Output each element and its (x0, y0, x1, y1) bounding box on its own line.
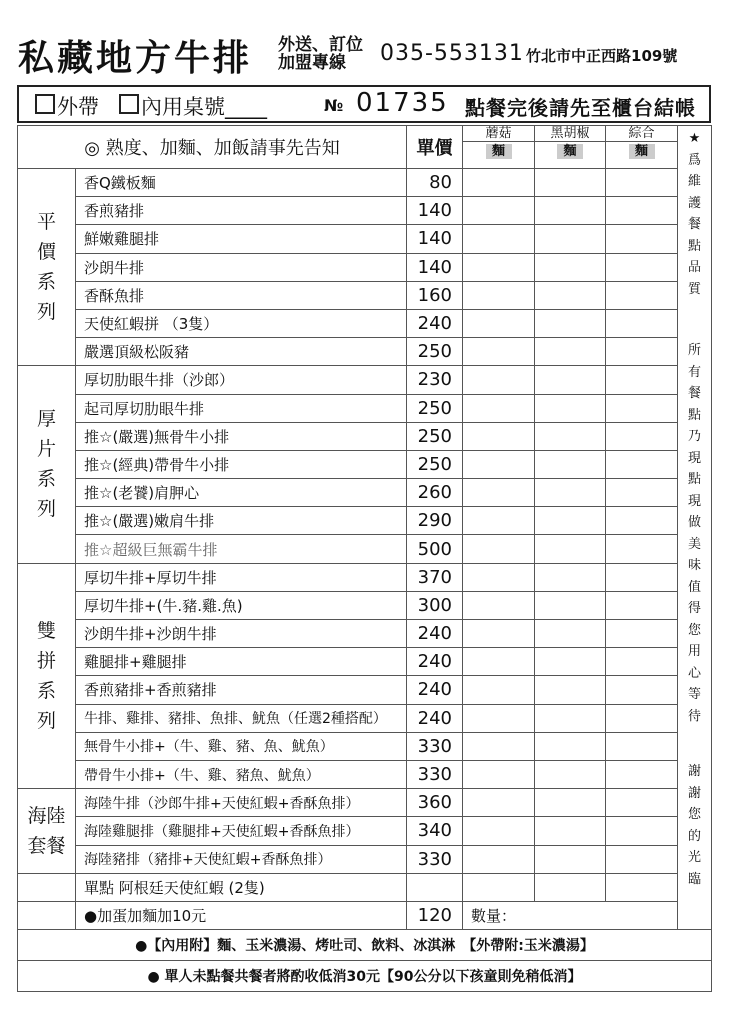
sauce-qty-cell[interactable] (606, 422, 678, 450)
item-name: 沙朗牛排 (76, 253, 407, 281)
payment-note: 點餐完後請先至櫃台結帳 (465, 96, 696, 120)
sauce-qty-cell[interactable] (606, 789, 678, 817)
sauce-qty-cell[interactable] (606, 591, 678, 619)
sauce-qty-cell[interactable] (535, 676, 606, 704)
menu-row (18, 591, 712, 619)
category-label (18, 563, 76, 789)
table-header-row (18, 126, 712, 169)
sauce-qty-cell[interactable] (535, 817, 606, 845)
sauce-qty-cell[interactable] (606, 169, 678, 197)
category-char: 系 (36, 271, 56, 294)
menu-row (18, 338, 712, 366)
item-name: 香煎豬排+香煎豬排 (76, 676, 407, 704)
sauce-qty-cell[interactable] (535, 535, 606, 563)
menu-row (18, 620, 712, 648)
category-char: 系 (36, 468, 56, 491)
sauce-qty-cell[interactable] (606, 253, 678, 281)
sauce-qty-cell[interactable] (463, 366, 535, 394)
sauce-qty-cell[interactable] (535, 591, 606, 619)
category-char: 列 (36, 498, 56, 521)
sauce-qty-cell[interactable] (463, 620, 535, 648)
side-note-char: 做 (687, 515, 701, 530)
item-name: 推☆(嚴選)嫩肩牛排 (76, 507, 407, 535)
sauce-qty-cell[interactable] (535, 732, 606, 760)
item-name: 海陸牛排（沙郎牛排+天使紅蝦+香酥魚排） (76, 789, 407, 817)
sauce-qty-cell[interactable] (535, 507, 606, 535)
item-price: 330 (407, 760, 463, 788)
sauce-qty-cell[interactable] (463, 450, 535, 478)
sauce-header (535, 126, 606, 169)
menu-row (18, 253, 712, 281)
menu-row (18, 169, 712, 197)
side-note-char: 護 (687, 195, 701, 211)
footer-row (18, 930, 712, 961)
side-note-char (678, 300, 711, 340)
side-note-char: 點 (687, 472, 701, 487)
sauce-qty-cell[interactable] (606, 873, 678, 901)
sauce-qty-cell[interactable] (606, 760, 678, 788)
item-price: 240 (407, 704, 463, 732)
category-label (18, 789, 76, 874)
category-char: 列 (36, 709, 56, 732)
sauce-name: 黑胡椒 (535, 126, 605, 142)
single-item-price (407, 873, 463, 901)
sauce-qty-cell[interactable] (463, 648, 535, 676)
item-price: 140 (407, 253, 463, 281)
phone-number: 035-553131 (380, 41, 524, 66)
order-number-label: № (324, 96, 344, 115)
sauce-qty-cell[interactable] (606, 732, 678, 760)
sauce-qty-cell[interactable] (606, 366, 678, 394)
sauce-name: 蘑菇 (463, 126, 534, 142)
sauce-qty-cell[interactable] (535, 366, 606, 394)
sauce-qty-cell[interactable] (535, 789, 606, 817)
menu-row (18, 676, 712, 704)
item-name: 牛排、雞排、豬排、魚排、魷魚（任選2種搭配） (76, 704, 407, 732)
sauce-qty-cell[interactable] (535, 281, 606, 309)
side-note-char: 待 (687, 708, 701, 724)
item-name: 推☆(嚴選)無骨牛小排 (76, 422, 407, 450)
side-note-char (678, 727, 711, 761)
menu-row (18, 394, 712, 422)
order-notice: ◎ 熟度、加麵、加飯請事先告知 (18, 126, 407, 169)
item-name: 海陸雞腿排（雞腿排+天使紅蝦+香酥魚排） (76, 817, 407, 845)
side-note-char: 您 (687, 622, 701, 638)
sauce-qty-cell[interactable] (463, 394, 535, 422)
single-item-row (18, 873, 712, 901)
footer-row (18, 961, 712, 992)
side-note-char: 現 (687, 450, 701, 466)
item-name: 海陸豬排（豬排+天使紅蝦+香酥魚排） (76, 845, 407, 873)
item-name: 雞腿排+雞腿排 (76, 648, 407, 676)
category-char: 平 (36, 211, 56, 234)
item-price: 140 (407, 197, 463, 225)
item-price: 370 (407, 563, 463, 591)
sauce-qty-cell[interactable] (463, 281, 535, 309)
sauce-qty-cell[interactable] (463, 309, 535, 337)
side-note-char: 謝 (687, 785, 701, 801)
menu-row (18, 704, 712, 732)
side-note-char: 用 (687, 644, 701, 659)
item-price: 250 (407, 450, 463, 478)
service-label (278, 36, 370, 72)
side-note-char: 等 (687, 687, 701, 702)
sauce-qty-cell[interactable] (606, 845, 678, 873)
sauce-qty-cell[interactable] (606, 225, 678, 253)
sauce-qty-cell[interactable] (606, 817, 678, 845)
sauce-qty-cell[interactable] (463, 789, 535, 817)
sauce-qty-cell[interactable] (463, 225, 535, 253)
service-line-2: 加盟專線 (278, 53, 346, 73)
side-note-char: 味 (687, 558, 701, 573)
sauce-qty-cell[interactable] (463, 479, 535, 507)
sauce-qty-cell[interactable] (535, 479, 606, 507)
sauce-qty-cell[interactable] (463, 676, 535, 704)
sauce-qty-cell[interactable] (535, 422, 606, 450)
item-price: 300 (407, 591, 463, 619)
side-note-char: 點 (687, 407, 701, 423)
sauce-qty-cell[interactable] (463, 873, 535, 901)
menu-row (18, 309, 712, 337)
side-note-char: 值 (687, 579, 701, 595)
sauce-qty-cell[interactable] (463, 422, 535, 450)
sauce-qty-cell[interactable] (463, 197, 535, 225)
category-char: 片 (36, 438, 56, 461)
sauce-header (606, 126, 678, 169)
sauce-qty-cell[interactable] (606, 338, 678, 366)
category-char: 海陸 (27, 804, 66, 827)
menu-row (18, 817, 712, 845)
menu-row (18, 281, 712, 309)
sauce-qty-cell[interactable] (535, 450, 606, 478)
sauce-qty-cell[interactable] (535, 197, 606, 225)
sauce-qty-cell[interactable] (535, 169, 606, 197)
item-price: 230 (407, 366, 463, 394)
side-note-char: 謝 (687, 764, 701, 779)
item-price: 250 (407, 394, 463, 422)
side-note-char: ★ (688, 131, 701, 146)
sauce-qty-cell[interactable] (535, 648, 606, 676)
menu-row (18, 479, 712, 507)
category-char: 厚 (36, 408, 56, 431)
minimum-charge-note: ● 單人未點餐共餐者將酌收低消30元【90公分以下孩童則免稍低消】 (18, 961, 712, 992)
item-name: 帶骨牛小排+（牛、雞、豬魚、魷魚） (76, 760, 407, 788)
menu-table (17, 125, 712, 992)
item-price: 80 (407, 169, 463, 197)
sauce-qty-cell[interactable] (606, 197, 678, 225)
sauce-qty-cell[interactable] (606, 676, 678, 704)
side-note-char: 的 (687, 828, 701, 844)
item-price: 250 (407, 422, 463, 450)
sauce-qty-cell[interactable] (606, 281, 678, 309)
add-on-price: 120 (407, 901, 463, 929)
side-note-char: 餐 (687, 217, 701, 232)
item-price: 500 (407, 535, 463, 563)
sauce-qty-cell[interactable] (535, 563, 606, 591)
side-note-char: 乃 (687, 429, 701, 444)
single-item-name: 單點 阿根廷天使紅蝦 (2隻) (76, 873, 407, 901)
menu-row (18, 535, 712, 563)
menu-row (18, 366, 712, 394)
sauce-qty-cell[interactable] (463, 563, 535, 591)
side-note (678, 126, 712, 930)
sauce-qty-cell[interactable] (535, 338, 606, 366)
item-price: 360 (407, 789, 463, 817)
sauce-qty-cell[interactable] (463, 704, 535, 732)
sauce-sub: 麵 (629, 144, 655, 159)
item-name: 厚切牛排+厚切牛排 (76, 563, 407, 591)
category-char: 系 (36, 679, 56, 702)
item-name: 推☆(經典)帶骨牛小排 (76, 450, 407, 478)
item-name: 嚴選頂級松阪豬 (76, 338, 407, 366)
side-note-char: 心 (687, 665, 701, 681)
item-price: 330 (407, 845, 463, 873)
category-label (18, 169, 76, 366)
address: 竹北市中正西路109號 (526, 47, 678, 65)
category-label (18, 366, 76, 563)
quantity-field[interactable]: 數量： (463, 901, 678, 929)
sauce-qty-cell[interactable] (535, 309, 606, 337)
category-char: 套餐 (27, 834, 66, 857)
category-char: 雙 (36, 619, 56, 642)
sauce-qty-cell[interactable] (535, 620, 606, 648)
side-note-char: 您 (687, 807, 701, 822)
sauce-header (463, 126, 535, 169)
sauce-qty-cell[interactable] (463, 845, 535, 873)
sauce-qty-cell[interactable] (535, 225, 606, 253)
side-note-char: 有 (687, 364, 701, 380)
sauce-qty-cell[interactable] (535, 394, 606, 422)
item-price: 160 (407, 281, 463, 309)
menu-row (18, 197, 712, 225)
item-price: 240 (407, 620, 463, 648)
sauce-qty-cell[interactable] (463, 817, 535, 845)
side-note-char: 所 (687, 343, 701, 358)
side-note-char: 得 (687, 601, 701, 616)
side-note-char: 維 (687, 174, 701, 189)
menu-row (18, 760, 712, 788)
sauce-qty-cell[interactable] (606, 704, 678, 732)
item-name: 天使紅蝦拼 （3隻） (76, 309, 407, 337)
item-price: 290 (407, 507, 463, 535)
sauce-qty-cell[interactable] (463, 507, 535, 535)
restaurant-name: 私藏地方牛排 (18, 38, 253, 79)
service-line-1: 外送、訂位 (278, 35, 363, 55)
item-name: 起司厚切肋眼牛排 (76, 394, 407, 422)
item-name: 香酥魚排 (76, 281, 407, 309)
sauce-qty-cell[interactable] (606, 507, 678, 535)
add-on-name: ●加蛋加麵加10元 (76, 901, 407, 929)
side-note-char: 點 (687, 238, 701, 254)
takeout-label: 外帶 (57, 95, 99, 119)
sauce-qty-cell[interactable] (463, 169, 535, 197)
sauce-qty-cell[interactable] (606, 450, 678, 478)
side-note-char: 美 (687, 536, 701, 552)
item-price: 250 (407, 338, 463, 366)
included-items-note: ●【內用附】麵、玉米濃湯、烤吐司、飲料、冰淇淋 【外帶附:玉米濃湯】 (18, 930, 712, 961)
side-note-char: 現 (687, 493, 701, 509)
sauce-sub: 麵 (557, 144, 583, 159)
sauce-qty-cell[interactable] (606, 535, 678, 563)
menu-row (18, 789, 712, 817)
sauce-qty-cell[interactable] (535, 873, 606, 901)
item-name: 沙朗牛排+沙朗牛排 (76, 620, 407, 648)
item-name: 香Q鐵板麵 (76, 169, 407, 197)
menu-row (18, 563, 712, 591)
sauce-qty-cell[interactable] (535, 253, 606, 281)
item-price: 240 (407, 648, 463, 676)
sauce-qty-cell[interactable] (606, 648, 678, 676)
sauce-qty-cell[interactable] (463, 253, 535, 281)
sauce-qty-cell[interactable] (463, 591, 535, 619)
category-char: 列 (36, 301, 56, 324)
menu-row (18, 422, 712, 450)
item-price: 330 (407, 732, 463, 760)
item-price: 240 (407, 676, 463, 704)
category-char: 價 (36, 241, 56, 264)
item-price: 340 (407, 817, 463, 845)
sauce-qty-cell[interactable] (606, 394, 678, 422)
sauce-qty-cell[interactable] (535, 760, 606, 788)
category-char: 拼 (36, 649, 56, 672)
sauce-qty-cell[interactable] (463, 535, 535, 563)
sauce-name: 綜合 (606, 126, 677, 142)
side-note-char: 餐 (687, 386, 701, 401)
empty-cell (18, 873, 76, 901)
price-header: 單價 (407, 126, 463, 169)
side-note-char: 臨 (687, 871, 701, 887)
takeout-checkbox[interactable] (35, 94, 55, 114)
sauce-qty-cell[interactable] (606, 563, 678, 591)
item-name: 無骨牛小排+（牛、雞、豬、魚、魷魚） (76, 732, 407, 760)
side-note-char: 爲 (687, 152, 701, 168)
sauce-qty-cell[interactable] (606, 479, 678, 507)
sauce-qty-cell[interactable] (463, 338, 535, 366)
item-name: 推☆超級巨無霸牛排 (76, 535, 407, 563)
item-name: 推☆(老饕)肩胛心 (76, 479, 407, 507)
sauce-qty-cell[interactable] (606, 309, 678, 337)
item-name: 鮮嫩雞腿排 (76, 225, 407, 253)
sauce-sub: 麵 (486, 144, 512, 159)
item-name: 厚切肋眼牛排（沙郎） (76, 366, 407, 394)
item-name: 香煎豬排 (76, 197, 407, 225)
dine-in-checkbox[interactable] (119, 94, 139, 114)
side-note-char: 品 (687, 260, 701, 275)
sauce-qty-cell[interactable] (535, 704, 606, 732)
order-number: 01735 (356, 88, 449, 118)
menu-row (18, 450, 712, 478)
dine-in-label: 內用桌號____ (141, 95, 267, 119)
add-on-row (18, 901, 712, 929)
sauce-qty-cell[interactable] (463, 760, 535, 788)
empty-cell (18, 901, 76, 929)
side-note-char: 質 (687, 281, 701, 297)
sauce-qty-cell[interactable] (535, 845, 606, 873)
sauce-qty-cell[interactable] (606, 620, 678, 648)
menu-row (18, 507, 712, 535)
item-price: 240 (407, 309, 463, 337)
menu-row (18, 845, 712, 873)
item-name: 厚切牛排+(牛.豬.雞.魚) (76, 591, 407, 619)
item-price: 260 (407, 479, 463, 507)
side-note-char: 光 (687, 850, 701, 865)
item-price: 140 (407, 225, 463, 253)
sauce-qty-cell[interactable] (463, 732, 535, 760)
menu-row (18, 648, 712, 676)
menu-row (18, 225, 712, 253)
order-bar (17, 85, 711, 123)
menu-row (18, 732, 712, 760)
